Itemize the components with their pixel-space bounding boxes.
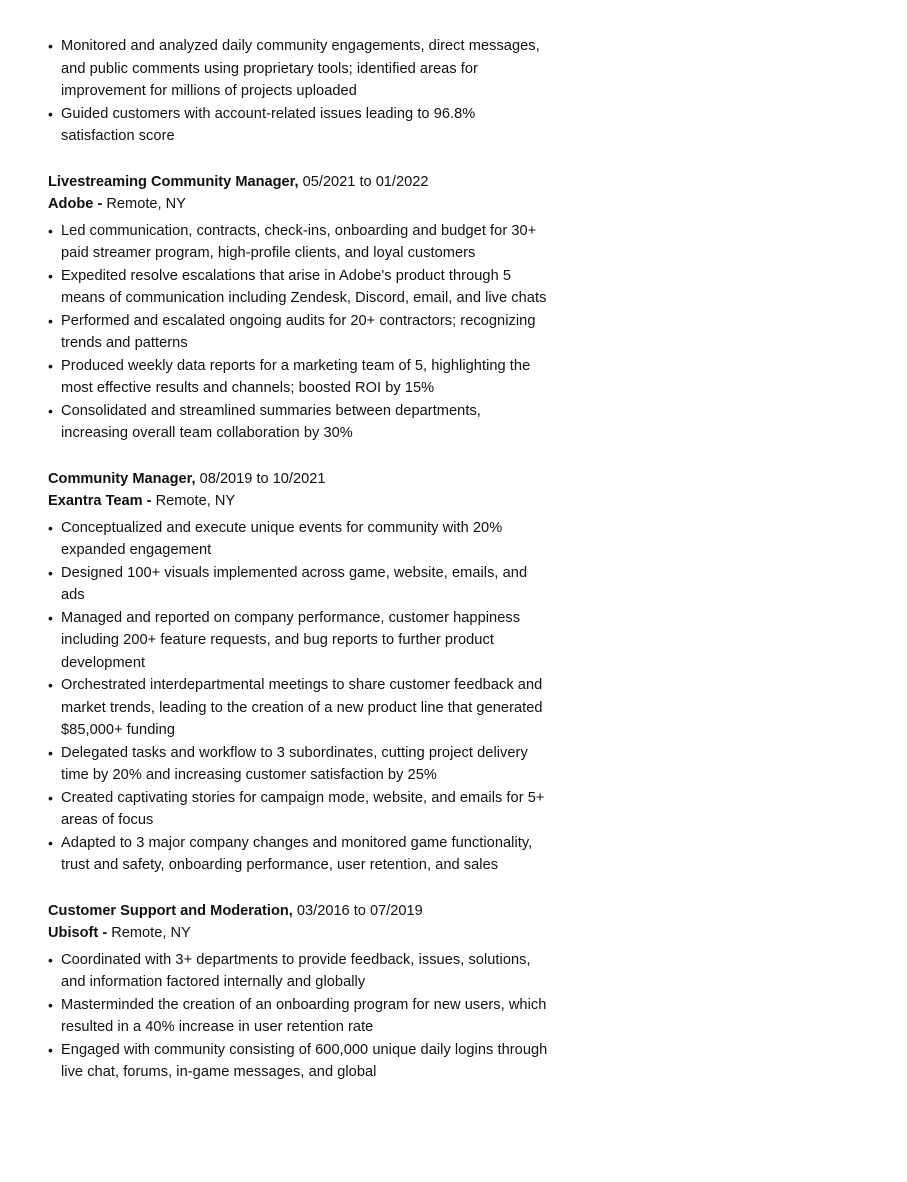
bullet-dot-icon: •	[48, 744, 53, 761]
bullet-dot-icon: •	[48, 519, 53, 536]
bullet-dot-icon: •	[48, 951, 53, 968]
bullet-text: Created captivating stories for campaign mode, website, and emails for 5+ areas of focus	[61, 789, 545, 828]
job-entry-exantra	[48, 468, 548, 877]
job-title-line	[48, 171, 548, 194]
bullet-text: Expedited resolve escalations that arise in Adobe's product through 5 means of communication including Zendesk, Discord, email, and live chats	[61, 267, 547, 306]
bullet-item	[48, 355, 548, 400]
job-entry-adobe	[48, 171, 548, 445]
job-dates: 08/2019 to 10/2021	[199, 470, 326, 487]
bullet-dot-icon: •	[48, 609, 53, 626]
bullet-item	[48, 220, 548, 265]
job-bullet-list	[48, 220, 548, 445]
bullet-text: Led communication, contracts, check-ins, onboarding and budget for 30+ paid streamer program, high-profile clients, and loyal customers	[61, 222, 537, 261]
bullet-text: Orchestrated interdepartmental meetings to share customer feedback and market trends, leading to the creation of a new product line that generated $85,000+ funding	[61, 677, 543, 738]
bullet-item	[48, 1039, 548, 1084]
bullet-item	[48, 35, 548, 103]
bullet-dot-icon: •	[48, 677, 53, 693]
resume-page	[48, 35, 548, 1084]
bullet-text: Adapted to 3 major company changes and monitored game functionality, trust and safety, onboarding performance, user retention, and sales	[61, 834, 533, 873]
bullet-text: Conceptualized and execute unique events for community with 20% expanded engagement	[61, 519, 503, 558]
bullet-dot-icon: •	[48, 834, 53, 851]
bullet-item	[48, 607, 548, 675]
bullet-item	[48, 787, 548, 832]
bullet-item	[48, 742, 548, 787]
job-title: Customer Support and Moderation,	[48, 902, 293, 919]
bullet-dot-icon: •	[48, 996, 53, 1013]
job-title-line	[48, 468, 548, 491]
bullet-item	[48, 949, 548, 994]
job-dates: 05/2021 to 01/2022	[302, 173, 429, 190]
bullet-item	[48, 562, 548, 607]
bullet-item	[48, 832, 548, 877]
job-dates: 03/2016 to 07/2019	[296, 902, 423, 919]
bullet-item	[48, 265, 548, 310]
company-name: Ubisoft -	[48, 925, 108, 941]
company-name: Exantra Team -	[48, 493, 152, 509]
bullet-dot-icon: •	[48, 402, 53, 419]
bullet-text: Coordinated with 3+ departments to provide feedback, issues, solutions, and information factored internally and globally	[61, 951, 531, 990]
bullet-item	[48, 517, 548, 562]
intro-bullet-list	[48, 35, 548, 148]
bullet-dot-icon: •	[48, 38, 53, 54]
bullet-dot-icon: •	[48, 564, 53, 581]
job-entry-ubisoft	[48, 900, 548, 1084]
bullet-text: Guided customers with account-related issues leading to 96.8% satisfaction score	[61, 105, 476, 144]
bullet-text: Produced weekly data reports for a marketing team of 5, highlighting the most effective results and channels; boosted ROI by 15%	[61, 357, 531, 396]
bullet-text: Masterminded the creation of an onboarding program for new users, which resulted in a 40% increase in user retention rate	[61, 996, 547, 1035]
company-line	[48, 193, 548, 216]
job-title: Livestreaming Community Manager,	[48, 173, 299, 190]
company-name: Adobe -	[48, 196, 103, 212]
bullet-dot-icon: •	[48, 312, 53, 329]
bullet-item	[48, 310, 548, 355]
bullet-text: Designed 100+ visuals implemented across game, website, emails, and ads	[61, 564, 528, 603]
bullet-dot-icon: •	[48, 267, 53, 284]
company-line	[48, 490, 548, 513]
job-location: Remote, NY	[111, 925, 191, 941]
bullet-text: Consolidated and streamlined summaries between departments, increasing overall team collaboration by 30%	[61, 402, 481, 441]
bullet-item	[48, 400, 548, 445]
bullet-dot-icon: •	[48, 1041, 53, 1058]
bullet-text: Engaged with community consisting of 600,000 unique daily logins through live chat, forums, in-game messages, and global	[61, 1041, 548, 1080]
bullet-text: Performed and escalated ongoing audits for 20+ contractors; recognizing trends and patterns	[61, 312, 536, 351]
bullet-item	[48, 103, 548, 148]
bullet-item	[48, 994, 548, 1039]
bullet-item	[48, 674, 548, 742]
job-bullet-list	[48, 517, 548, 877]
job-location: Remote, NY	[106, 196, 186, 212]
bullet-dot-icon: •	[48, 222, 53, 239]
bullet-dot-icon: •	[48, 105, 53, 122]
job-title-line	[48, 900, 548, 923]
bullet-text: Managed and reported on company performance, customer happiness including 200+ feature requests, and bug reports to further product development	[61, 609, 521, 671]
bullet-dot-icon: •	[48, 357, 53, 374]
bullet-dot-icon: •	[48, 789, 53, 806]
bullet-text: Delegated tasks and workflow to 3 subordinates, cutting project delivery time by 20% and increasing customer satisfaction by 25%	[61, 744, 528, 783]
job-bullet-list	[48, 949, 548, 1084]
job-title: Community Manager,	[48, 470, 196, 487]
bullet-text: Monitored and analyzed daily community engagements, direct messages, and public comments using proprietary tools; identified areas for improvement for millions of projects uploaded	[61, 38, 540, 99]
company-line	[48, 922, 548, 945]
job-location: Remote, NY	[155, 493, 236, 509]
